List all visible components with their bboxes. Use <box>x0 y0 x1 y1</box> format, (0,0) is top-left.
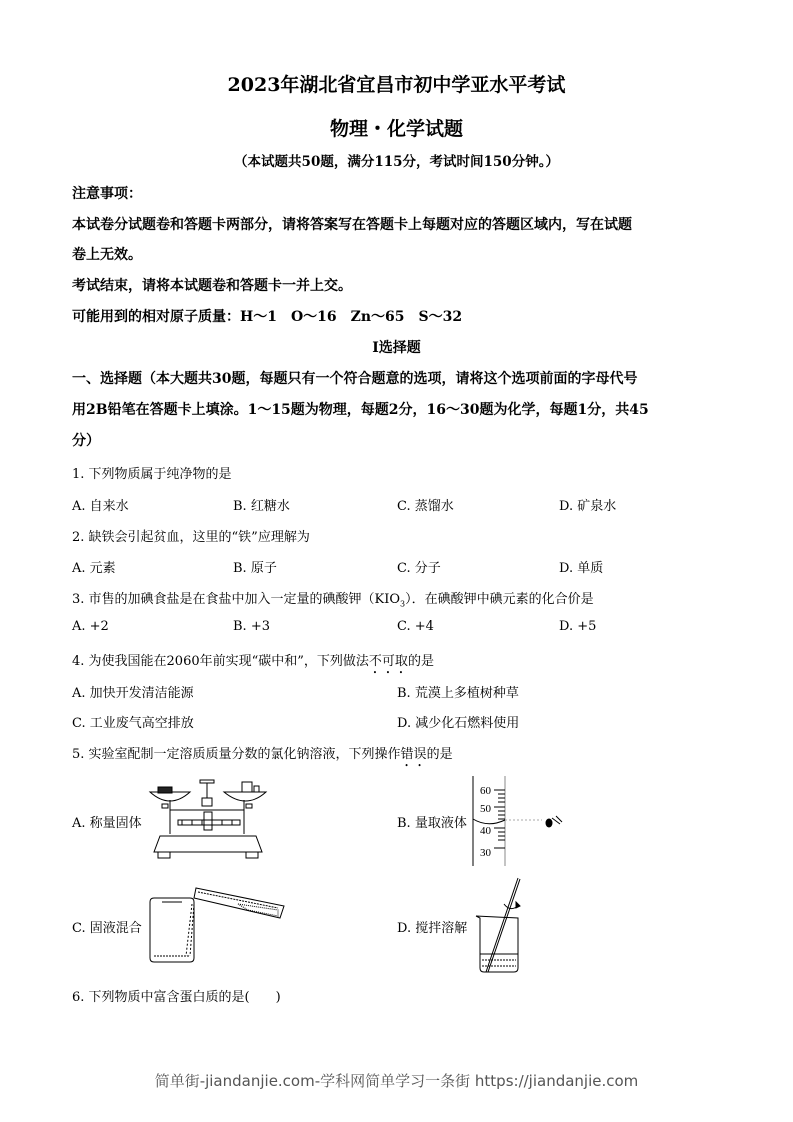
notice-line-1: 本试卷分试题卷和答题卡两部分，请将答案写在答题卡上每题对应的答题区域内，写在试题 <box>72 217 632 233</box>
emphasis-text: 错误 <box>400 747 427 762</box>
q2-option-a[interactable]: A. 元素 <box>72 561 116 576</box>
q2-option-c[interactable]: C. 分子 <box>397 561 441 576</box>
balance-scale-icon <box>148 776 268 864</box>
tick-label: 60 <box>480 785 491 797</box>
q1-option-b[interactable]: B. 红糖水 <box>233 499 290 514</box>
q4-option-d[interactable]: D. 减少化石燃料使用 <box>397 716 520 731</box>
question-5-stem: 5. 实验室配制一定溶质质量分数的氯化钠溶液，下列操作错误的是 <box>72 747 453 762</box>
question-2-stem: 2. 缺铁会引起贫血，这里的“铁”应理解为 <box>72 530 310 545</box>
beaker-pouring-icon <box>148 884 288 964</box>
emphasis-text: 不可取 <box>368 654 408 669</box>
notice-line-2: 卷上无效。 <box>72 247 142 263</box>
q3-option-c[interactable]: C. +4 <box>397 619 434 634</box>
notice-line-3: 考试结束，请将本试题卷和答题卡一并上交。 <box>72 278 352 294</box>
q4-option-c[interactable]: C. 工业废气高空排放 <box>72 716 194 731</box>
section-title: Ⅰ选择题 <box>372 340 421 356</box>
footer-watermark: 简单街-jiandanjie.com-学科网简单学习一条街 https://jiandanjie.com <box>154 1072 639 1090</box>
exam-title: 2023年湖北省宜昌市初中学亚水平考试 <box>227 74 566 96</box>
q4-option-a[interactable]: A. 加快开发清洁能源 <box>72 686 194 701</box>
atomic-masses: 可能用到的相对原子质量：H～1 O～16 Zn～65 S～32 <box>72 309 463 325</box>
exam-info: （本试题共50题，满分115分，考试时间150分钟。） <box>234 154 559 170</box>
q3-option-b[interactable]: B. +3 <box>233 619 270 634</box>
section-instructions-2: 用2B铅笔在答题卡上填涂。1～15题为物理，每题2分，16～30题为化学，每题1分，共45 <box>72 402 649 418</box>
tick-label: 30 <box>480 847 491 859</box>
q3-option-d[interactable]: D. +5 <box>559 619 597 634</box>
section-instructions-3: 分） <box>72 433 100 449</box>
tick-label: 50 <box>480 803 491 815</box>
q3-option-a[interactable]: A. +2 <box>72 619 109 634</box>
q5-option-c[interactable]: C. 固液混合 <box>72 921 142 936</box>
q4-option-b[interactable]: B. 荒漠上多植树种草 <box>397 686 519 701</box>
tick-label: 40 <box>480 825 491 837</box>
question-6-stem: 6. 下列物质中富含蛋白质的是( ) <box>72 990 281 1005</box>
q2-option-d[interactable]: D. 单质 <box>559 561 604 576</box>
section-instructions-1: 一、选择题（本大题共30题，每题只有一个符合题意的选项，请将这个选项前面的字母代号 <box>72 371 638 387</box>
question-1-stem: 1. 下列物质属于纯净物的是 <box>72 467 232 482</box>
stirring-beaker-icon <box>474 876 534 976</box>
q1-option-a[interactable]: A. 自来水 <box>72 499 129 514</box>
q1-option-c[interactable]: C. 蒸馏水 <box>397 499 454 514</box>
q2-option-b[interactable]: B. 原子 <box>233 561 277 576</box>
notice-heading: 注意事项： <box>72 186 142 202</box>
question-3-stem: 3. 市售的加碘食盐是在食盐中加入一定量的碘酸钾$(KIO_3)$．在碘酸钾中碘元素的化合价是 <box>72 592 594 609</box>
q5-option-b[interactable]: B. 量取液体 <box>397 816 467 831</box>
graduated-cylinder-icon <box>472 776 572 866</box>
exam-subtitle: 物理・化学试题 <box>329 118 463 140</box>
q1-option-d[interactable]: D. 矿泉水 <box>559 499 617 514</box>
q5-option-d[interactable]: D. 搅拌溶解 <box>397 921 468 936</box>
q5-option-a[interactable]: A. 称量固体 <box>72 816 142 831</box>
question-4-stem: 4. 为使我国能在2060年前实现“碳中和”，下列做法不可取的是 <box>72 654 434 669</box>
